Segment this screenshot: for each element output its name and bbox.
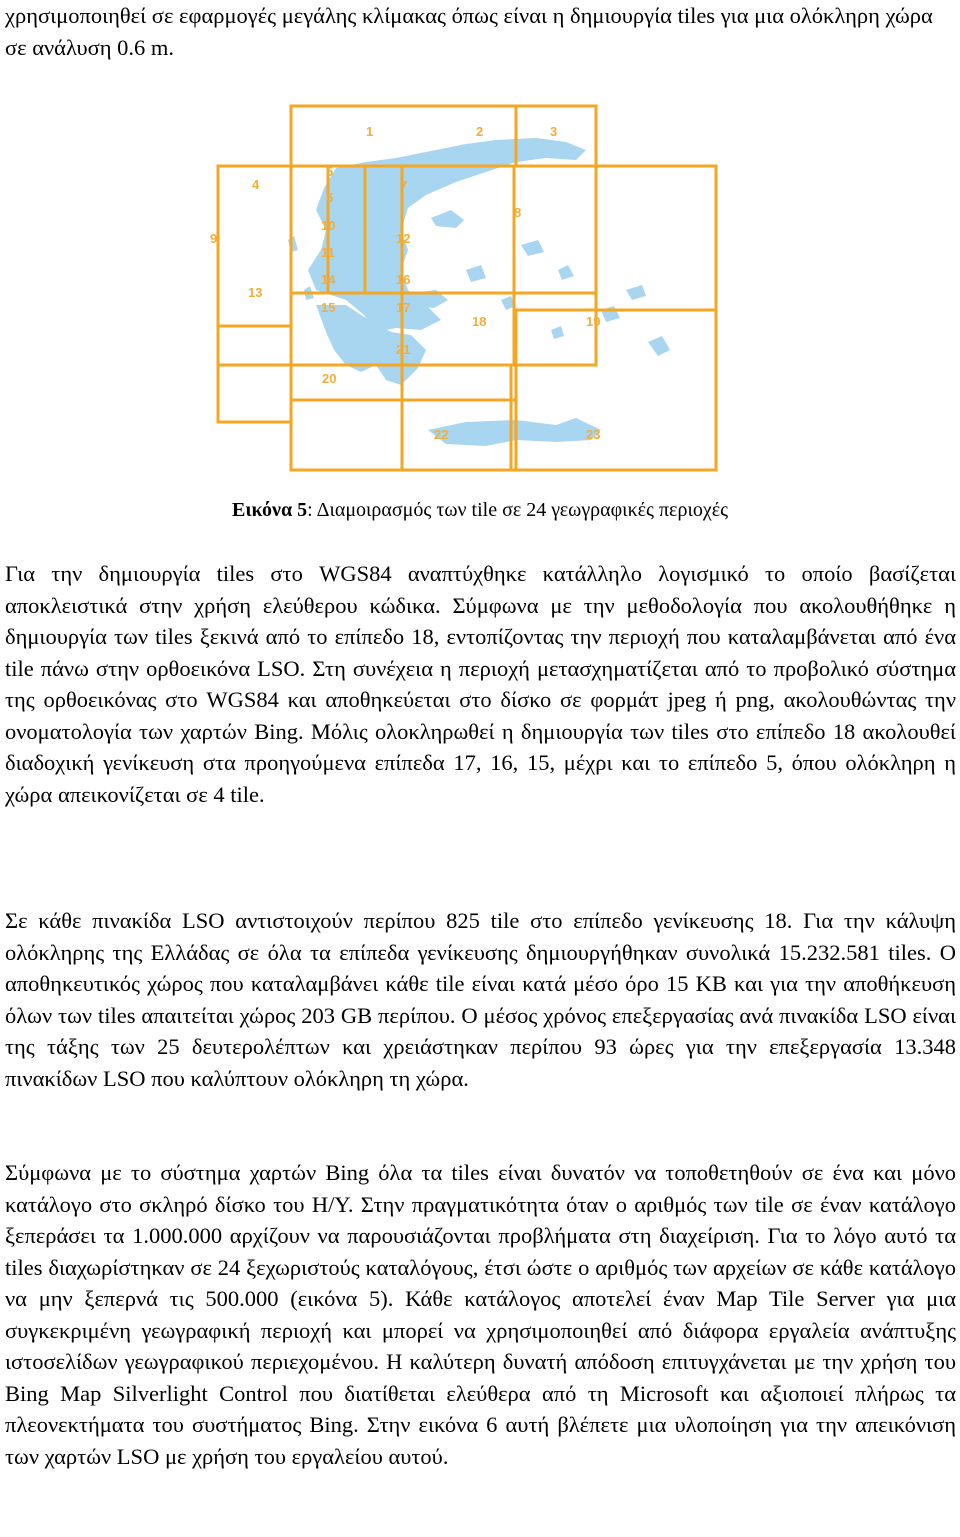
tile-label: 5 bbox=[326, 164, 334, 179]
figure-caption bbox=[0, 497, 960, 523]
tile-label: 15 bbox=[321, 300, 336, 315]
tile-label: 23 bbox=[586, 427, 601, 442]
tile-label: 9 bbox=[210, 231, 218, 246]
tile-label: 11 bbox=[321, 245, 335, 260]
tile-label: 3 bbox=[550, 124, 558, 139]
tile-label: 17 bbox=[396, 300, 411, 315]
tile-label: 12 bbox=[396, 231, 411, 246]
tile-label: 21 bbox=[396, 342, 411, 357]
tile-label: 10 bbox=[321, 218, 336, 233]
tile-label: 13 bbox=[248, 285, 263, 300]
tile-label: 22 bbox=[434, 427, 449, 442]
intro-paragraph: χρησιμοποιηθεί σε εφαρμογές μεγάλης κλίμακας όπως είναι η δημιουργία tiles για μια ολόκληρη χώρα σε ανάλυση 0.6 m. bbox=[5, 3, 933, 60]
tile-label: 16 bbox=[396, 272, 411, 287]
tile-division-map bbox=[196, 100, 826, 510]
tile-label: 20 bbox=[322, 371, 337, 386]
tile-label: 8 bbox=[514, 205, 522, 220]
tile-label: 14 bbox=[321, 272, 336, 287]
body-paragraph: Σε κάθε πινακίδα LSO αντιστοιχούν περίπου 825 tile στο επίπεδο γενίκευσης 18. Για την κάλυψη ολόκληρης της Ελλάδας σε όλα τα επίπεδα γενίκευσης δημιουργήθηκαν συνολικά 15.232.581 tiles. Ο αποθηκευτικός χώρος που καταλαμβάνει κάθε tile είναι κατά μέσο όρο 15 KB και για την αποθήκευση όλων των tiles απαιτείται χώρος 203 GB περίπου. Ο μέσος χρόνος επεξεργασίας ανά πινακίδα LSO είναι της τάξης των 25 δευτερολέπτων και χρειάστηκαν περίπου 93 ώρες για την επεξεργασία 13.348 πινακίδων LSO που καλύπτουν ολόκληρη τη χώρα. bbox=[5, 908, 956, 1091]
tile-label: 4 bbox=[252, 177, 260, 192]
tile-label: 2 bbox=[476, 124, 484, 139]
body-paragraph: Για την δημιουργία tiles στο WGS84 αναπτύχθηκε κατάλληλο λογισμικό το οποίο βασίζεται αποκλειστικά στην χρήση ελεύθερου κώδικα. Σύμφωνα με την μεθοδολογία που ακολουθήθηκε η δημιουργία των tiles ξεκινά από το επίπεδο 18, εντοπίζοντας την περιοχή που καταλαμβάνεται από ένα tile πάνω στην ορθοεικόνα LSO. Στη συνέχεια η περιοχή μετασχηματίζεται από το προβολικό σύστημα της ορθοεικόνας στο WGS84 και αποθηκεύεται στο δίσκο σε φορμάτ jpeg ή png, ακολουθώντας την ονοματολογία των χαρτών Bing. Μόλις ολοκληρωθεί η δημιουργία των tiles στο επίπεδο 18 ακολουθεί διαδοχική γενίκευση στα προηγούμενα επίπεδα 17, 16, 15, μέχρι και το επίπεδο 5, όπου ολόκληρη η χώρα απεικονίζεται σε 4 tile. bbox=[5, 561, 956, 807]
tile-label: 19 bbox=[586, 314, 601, 329]
caption-label: Εικόνα 5 bbox=[231, 499, 308, 521]
tile-label: 7 bbox=[400, 178, 408, 193]
caption-text: : Διαμοιρασμός των tile σε 24 γεωγραφικές περιοχές bbox=[307, 499, 729, 521]
body-paragraph: Σύμφωνα με το σύστημα χαρτών Bing όλα τα tiles είναι δυνατόν να τοποθετηθούν σε ένα και μόνο κατάλογο στο σκληρό δίσκο του Η/Υ. Στην πραγματικότητα όταν ο αριθμός των tile σε έναν κατάλογο ξεπεράσει τα 1.000.000 αρχίζουν να παρουσιάζονται προβλήματα στη διαχείριση. Για το λόγο αυτό τα tiles διαχωρίστηκαν σε 24 ξεχωριστούς καταλόγους, έτσι ώστε ο αριθμός των αρχείων σε κάθε κατάλογο να μην ξεπερνά τις 500.000 (εικόνα 5). Κάθε κατάλογος αποτελεί έναν Map Tile Server για μια συγκεκριμένη γεωγραφική περιοχή και μπορεί να χρησιμοποιηθεί από διάφορα εργαλεία ανάπτυξης ιστοσελίδων γεωγραφικού περιεχομένου. Η καλύτερη δυνατή απόδοση επιτυγχάνεται με την χρήση του Bing Map Silverlight Control που διατίθεται ελεύθερα από τη Microsoft και αξιοποιεί πλήρως τα πλεονεκτήματα του συστήματος Bing. Στην εικόνα 6 αυτή βλέπετε μια υλοποίηση για την απεικόνιση των χαρτών LSO με χρήση του εργαλείου αυτού. bbox=[5, 1160, 956, 1469]
tile-label: 18 bbox=[472, 314, 487, 329]
tile-label: 1 bbox=[366, 124, 374, 139]
tile-label: 6 bbox=[326, 190, 334, 205]
